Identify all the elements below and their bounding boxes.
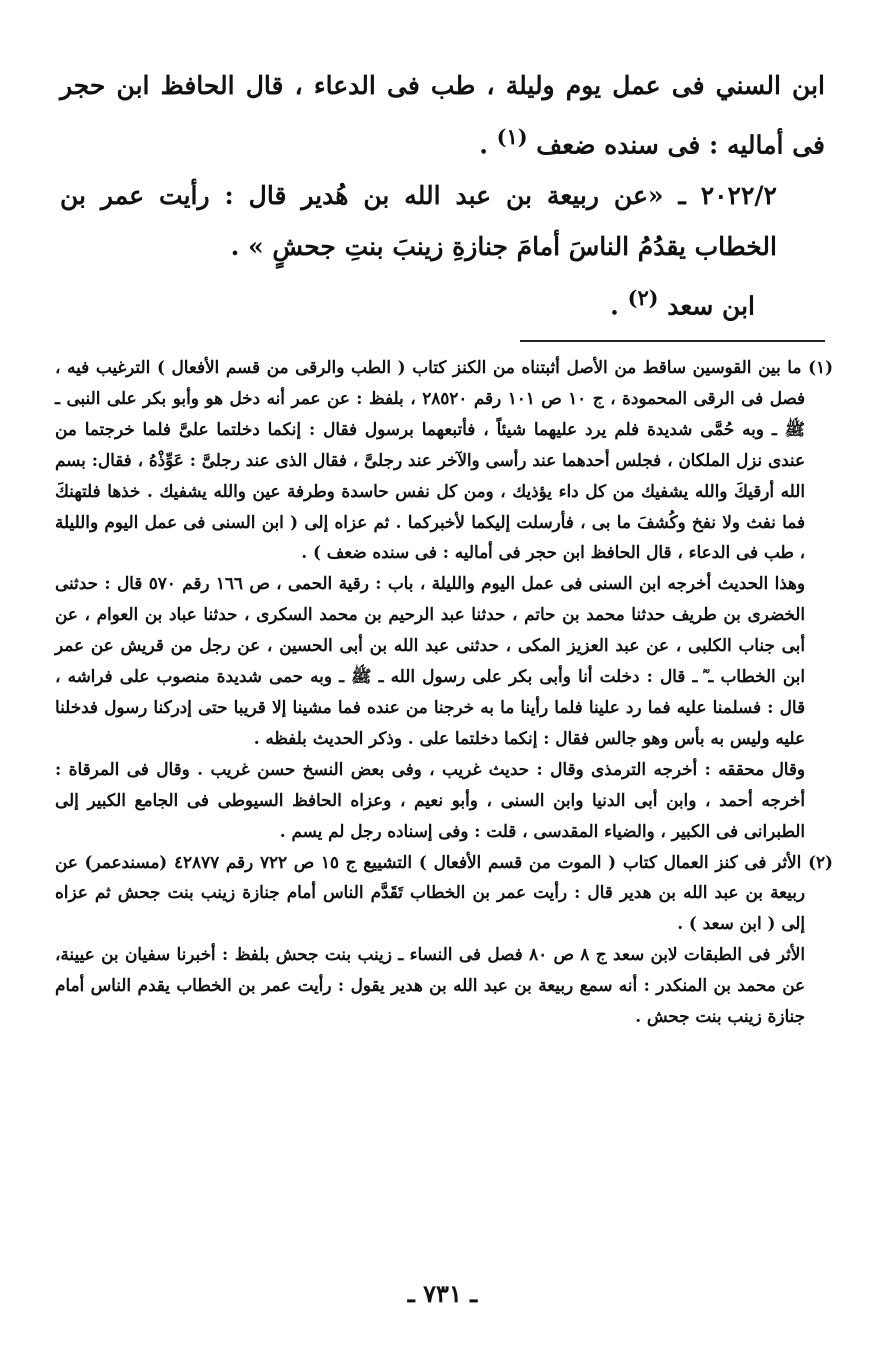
main-text: [60, 60, 825, 332]
footnote-ref-1: (١): [496, 124, 528, 149]
source-name: ابن سعد: [667, 291, 755, 321]
footnote-2-text: الأثر فى الطبقات لابن سعد ج ٨ ص ٨٠ فصل فى النساء ـ زينب بنت جحش بلفظ : أخبرنا سفيان بن عيينة، عن محمد بن المنكدر : أنه سمع ربيعة بن عبد الله بن هدير يقول : رأيت عمر بن الخطاب يقدم الناس أمام جنازة زينب بنت جحش .: [55, 944, 805, 1027]
hadith-source: [60, 272, 825, 331]
footnote-1-text: ما بين القوسين ساقط من الأصل أثبتناه من الكنز كتاب ( الطب والرقى من قسم الأفعال ) الترغيب فيه ، فصل فى الرقى المحمودة ، ج ١٠ ص ١٠١ رقم ٢٨٥٢٠ ، بلفظ : عن عمر أنه دخل هو وأبو بكر على النبى ـ ﷺ ـ وبه حُمَّى شديدة فلم يرد عليهما شيئاً ، فأتبعهما برسول فقال : إنكما دخلتما علىَّ فلما خرجتما من عندى نزل الملكان ، فجلس أحدهما عند رأسى والآخر عند رجلىَّ ، فقال الذى عند رجلىَّ : عَوِّذْهُ ، فقال: بسم الله أرقيكَ والله يشفيك من كل داء يؤذيك ، ومن كل نفس حاسدة وطرفة عين والله يشفيك . خذها فلتهنكَ فما نفث ولا نفخ وكُشفَ ما بى ، فأرسلت إليكما لأخبركما . ثم عزاه إلى ( ابن السنى فى عمل اليوم والليلة ، طب فى الدعاء ، قال الحافظ ابن حجر فى أماليه : فى سنده ضعف ) .: [55, 357, 805, 563]
footnote-2: [55, 847, 833, 940]
footnote-1-text: وقال محققه : أخرجه الترمذى وقال : حديث غريب ، وفى بعض النسخ حسن غريب . وقال فى المرقاة : أخرجه أحمد ، وابن أبى الدنيا وابن السنى ، وأبو نعيم ، وعزاه الحافظ السيوطى فى الجامع الكبير إلى الطبرانى فى الكبير ، والضياء المقدسى ، قلت : وفى إسناده رجل لم يسم .: [55, 758, 805, 841]
footnote-1: [55, 352, 833, 568]
hadith-text: ـ «عن ربيعة بن عبد الله بن هُدير قال : رأيت عمر بن الخطاب يقدُمُ الناسَ أمامَ جنازةِ زينبَ بنتِ جحشٍ » .: [60, 181, 777, 262]
footnote-1-text: وهذا الحديث أخرجه ابن السنى فى عمل اليوم والليلة ، باب : رقية الحمى ، ص ١٦٦ رقم ٥٧٠ قال : حدثنى الخضرى بن طريف حدثنا محمد بن حاتم ، حدثنا عبد الرحيم بن محمد السكرى ، حدثنا عباد بن العوام ، عن أبى جناب الكلبى ، عن عبد العزيز المكى ، حدثنى عبد الله بن أبى الحسين ، عن رجل من قريش عن عمر ابن الخطاب ـ ؓ ـ قال : دخلت أنا وأبى بكر على رسول الله ـ ﷺ ـ وبه حمى شديدة منصوب على فراشه ، قال : فسلمنا عليه فما رد علينا فلما رأينا ما به خرجنا من عنده فما مشينا إلا قريبا حتى إدركنا رسول فدخلنا عليه وليس به بأس وهو جالس فقال : إنكما دخلتما على . وذكر الحديث بلفظه .: [55, 573, 805, 748]
footnote-2-paragraph: [55, 939, 833, 1032]
hadith-entry: [60, 170, 825, 272]
main-paragraph: [60, 60, 825, 170]
footnote-1-number: (١): [808, 357, 834, 377]
source-end: .: [610, 291, 619, 321]
footnote-2-text: الأثر فى كنز العمال كتاب ( الموت من قسم الأفعال ) التشييع ج ١٥ ص ٧٢٢ رقم ٤٢٨٧٧ (مسندعمر) عن ربيعة بن عبد الله بن هدير قال : رأيت عمر بن الخطاب تَقَدَّم الناس أمام جنازة زينب بنت جحش ثم عزاه إلى ( ابن سعد ) .: [55, 851, 805, 934]
footnote-divider: [520, 340, 825, 342]
main-paragraph-end: .: [479, 130, 488, 160]
footnote-2-number: (٢): [808, 851, 833, 872]
page-number: ـ ٧٣١ ـ: [407, 1279, 478, 1308]
footnotes: [55, 352, 833, 1032]
footnote-ref-2: (٢): [627, 285, 659, 311]
hadith-number: ٢٠٢٢/٢: [700, 181, 777, 211]
footnote-1-paragraph: [55, 568, 833, 753]
footnote-1-paragraph: [55, 754, 833, 847]
main-paragraph-text: ابن السني فى عمل يوم وليلة ، طب فى الدعاء ، قال الحافظ ابن حجر فى أماليه : فى سنده ضعف: [60, 71, 825, 160]
